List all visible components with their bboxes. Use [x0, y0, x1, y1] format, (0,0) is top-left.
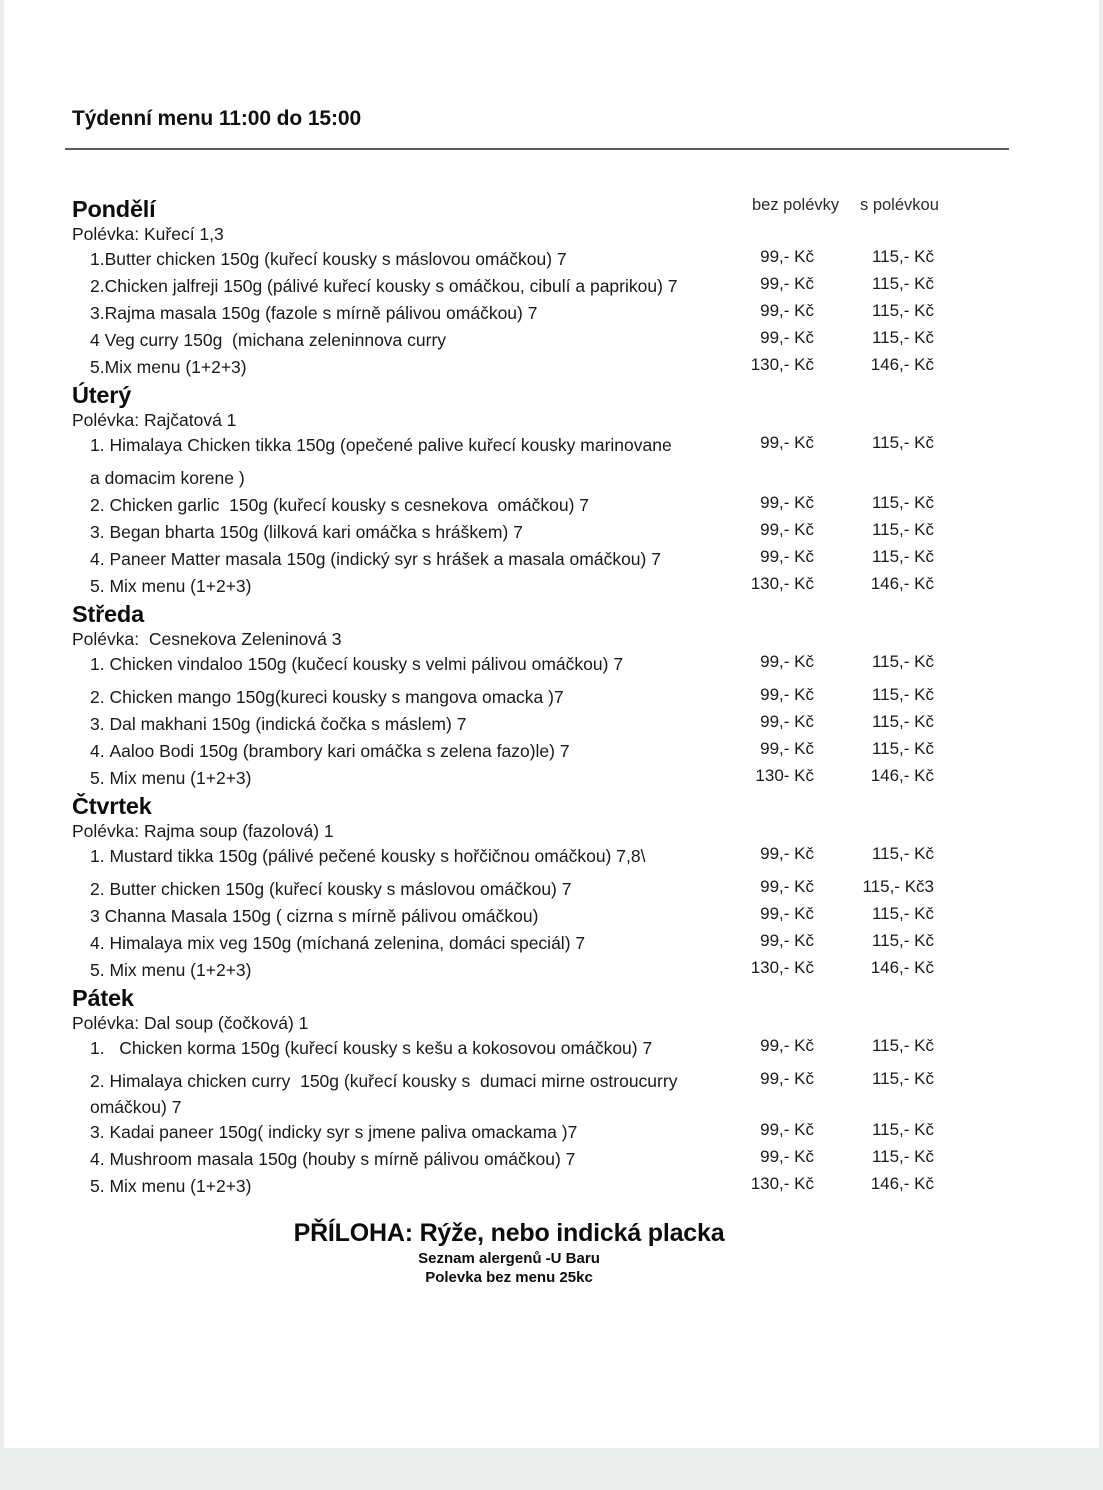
menu-item-description — [90, 520, 730, 546]
price-without-soup: 99,- Kč — [760, 739, 814, 758]
menu-item-description — [90, 574, 730, 600]
price-with-soup: 115,- Kč — [871, 301, 934, 320]
soup-of-the-day: Polévka: Dal soup (čočková) 1 — [72, 1013, 309, 1033]
price-without-soup: 99,- Kč — [760, 652, 814, 671]
column-header-without-soup: bez polévky — [752, 196, 840, 214]
price-with-soup: 115,- Kč — [871, 493, 934, 512]
days-container — [4, 196, 1099, 1201]
menu-item-row — [4, 712, 1099, 739]
menu-item-label: Channa Masala 150g ( cizrna s mírně pálivou omáčkou) — [104, 906, 539, 926]
menu-item-row — [4, 766, 1099, 793]
price-without-soup: 99,- Kč — [760, 274, 814, 293]
menu-item-label: Mix menu (1+2+3) — [109, 1176, 252, 1197]
menu-item-description — [90, 466, 730, 492]
menu-item-label: Dal makhani 150g (indická čočka s máslem) 7 — [109, 714, 467, 734]
menu-item-description — [90, 1069, 730, 1120]
day-section — [4, 985, 1099, 1201]
menu-item-description — [90, 1147, 730, 1173]
price-with-soup: 115,- Kč — [871, 931, 934, 950]
menu-item-number: 2. — [90, 687, 110, 707]
menu-item-number: 3. — [90, 1122, 110, 1143]
menu-item-number: 4. — [90, 1149, 110, 1170]
menu-item-label: Chicken jalfreji 150g (pálivé kuřecí kousky s omáčkou, cibulí a paprikou) 7 — [104, 276, 678, 296]
price-without-soup: 99,- Kč — [760, 247, 814, 266]
menu-item-row — [4, 574, 1099, 601]
menu-footer — [4, 1219, 1014, 1286]
menu-item-label: Began bharta 150g (lilková kari omáčka s hráškem) 7 — [109, 522, 523, 542]
menu-item-number: 1. — [90, 435, 110, 455]
menu-item-number: 4. — [90, 741, 110, 761]
price-without-soup: 99,- Kč — [760, 844, 814, 863]
price-with-soup: 115,- Kč — [871, 547, 934, 566]
menu-item-description — [90, 1120, 730, 1146]
price-without-soup: 130,- Kč — [750, 574, 814, 593]
menu-item-label: a domacim korene ) — [90, 468, 245, 488]
price-with-soup: 115,- Kč — [871, 1147, 934, 1167]
menu-item-description — [90, 1174, 730, 1200]
day-heading: Pátek — [72, 985, 134, 1011]
menu-item-description — [90, 844, 730, 870]
price-with-soup: 146,- Kč — [870, 574, 934, 593]
menu-item-number: 2. — [90, 1071, 110, 1091]
menu-item-number: 4. — [90, 549, 110, 569]
menu-item-row — [4, 1174, 1099, 1201]
menu-item-description — [90, 739, 730, 765]
menu-item-number: 1. — [90, 249, 105, 269]
menu-item-number: 4. — [90, 933, 110, 953]
price-with-soup: 115,- Kč — [871, 904, 934, 923]
day-heading: Čtvrtek — [72, 793, 152, 819]
day-heading: Pondělí — [72, 196, 156, 222]
price-without-soup: 99,- Kč — [760, 433, 814, 452]
menu-item-number: 3. — [90, 303, 105, 323]
price-without-soup: 99,- Kč — [760, 547, 814, 566]
menu-item-label: Himalaya Chicken tikka 150g (opečené palive kuřecí kousky marinovane — [109, 435, 672, 455]
menu-item-number: 1. — [90, 846, 110, 866]
menu-item-label: Butter chicken 150g (kuřecí kousky s máslovou omáčkou) 7 — [104, 249, 567, 269]
menu-item-row — [4, 1036, 1099, 1063]
title-divider — [65, 148, 1009, 150]
price-without-soup: 99,- Kč — [760, 904, 814, 923]
column-header-with-soup: s polévkou — [860, 196, 939, 214]
price-without-soup: 130,- Kč — [750, 958, 814, 977]
menu-item-row — [4, 520, 1099, 547]
price-without-soup: 99,- Kč — [760, 931, 814, 950]
menu-item-description — [90, 958, 730, 984]
menu-item-description — [90, 274, 730, 300]
footer-allergen-note: Seznam alergenů -U Baru — [418, 1250, 600, 1268]
menu-item-label: Mix menu (1+2+3) — [104, 357, 247, 377]
menu-item-row — [4, 355, 1099, 382]
page-title: Týdenní menu 11:00 do 15:00 — [72, 107, 362, 130]
price-with-soup: 115,- Kč — [871, 844, 934, 863]
menu-item-row — [4, 547, 1099, 574]
price-with-soup: 115,- Kč — [871, 739, 934, 758]
price-without-soup: 130- Kč — [755, 766, 814, 785]
menu-item-row — [4, 301, 1099, 328]
menu-item-number: 5. — [90, 1176, 110, 1197]
menu-item-description — [90, 1036, 730, 1062]
price-without-soup: 99,- Kč — [760, 328, 814, 347]
price-with-soup: 115,- Kč — [871, 712, 934, 731]
price-with-soup: 115,- Kč — [871, 1036, 934, 1055]
price-with-soup: 115,- Kč — [871, 433, 934, 452]
menu-item-row — [4, 1120, 1099, 1147]
price-without-soup: 99,- Kč — [760, 493, 814, 512]
price-with-soup: 115,- Kč — [871, 274, 934, 293]
menu-item-description — [90, 685, 730, 711]
menu-item-number: 2. — [90, 879, 110, 899]
menu-item-label: Mix menu (1+2+3) — [109, 576, 252, 596]
menu-item-label: Veg curry 150g (michana zeleninnova curry — [104, 330, 447, 350]
menu-item-number: 2. — [90, 276, 105, 296]
menu-item-label: Chicken mango 150g(kureci kousky s mangova omacka )7 — [109, 687, 564, 707]
menu-item-description — [90, 301, 730, 327]
menu-item-row — [4, 739, 1099, 766]
footer-side-dish-note: PŘÍLOHA: Rýže, nebo indická placka — [293, 1219, 725, 1248]
price-without-soup: 99,- Kč — [760, 1069, 814, 1088]
price-with-soup: 115,- Kč — [871, 328, 934, 347]
menu-item-label: Himalaya mix veg 150g (míchaná zelenina, domáci speciál) 7 — [109, 933, 586, 953]
price-with-soup: 146,- Kč — [870, 1174, 934, 1194]
menu-item-number: 5. — [90, 768, 110, 788]
menu-item-number: 5. — [90, 576, 110, 596]
price-with-soup: 115,- Kč — [871, 247, 934, 266]
day-section — [4, 601, 1099, 793]
price-without-soup: 99,- Kč — [760, 685, 814, 704]
price-with-soup: 115,- Kč3 — [862, 877, 934, 896]
menu-item-row — [4, 652, 1099, 679]
price-with-soup: 115,- Kč — [871, 1120, 934, 1140]
price-without-soup: 130,- Kč — [750, 1174, 814, 1194]
menu-item-number: 3. — [90, 714, 110, 734]
price-with-soup: 146,- Kč — [870, 766, 934, 785]
menu-item-number: 5. — [90, 960, 110, 980]
price-with-soup: 115,- Kč — [871, 685, 934, 704]
menu-item-number: 5. — [90, 357, 105, 377]
day-section — [4, 793, 1099, 985]
menu-item-description — [90, 355, 730, 381]
price-without-soup: 99,- Kč — [760, 1120, 814, 1140]
menu-item-label: Butter chicken 150g (kuřecí kousky s máslovou omáčkou) 7 — [109, 879, 572, 899]
menu-item-row — [4, 958, 1099, 985]
menu-item-label: Aaloo Bodi 150g (brambory kari omáčka s zelena fazo)le) 7 — [109, 741, 570, 761]
menu-item-description — [90, 652, 730, 678]
menu-item-number: 3. — [90, 522, 110, 542]
menu-item-row — [4, 328, 1099, 355]
menu-item-row — [4, 931, 1099, 958]
menu-item-label: Kadai paneer 150g( indicky syr s jmene paliva omackama )7 — [109, 1122, 578, 1143]
day-section — [4, 196, 1099, 382]
soup-of-the-day: Polévka: Kuřecí 1,3 — [72, 224, 224, 244]
menu-item-description — [90, 493, 730, 519]
soup-of-the-day: Polévka: Rajma soup (fazolová) 1 — [72, 821, 334, 841]
menu-item-row — [4, 685, 1099, 712]
menu-item-row — [4, 1147, 1099, 1174]
menu-item-number: 4 — [90, 330, 105, 350]
price-with-soup: 115,- Kč — [871, 652, 934, 671]
menu-item-row — [4, 433, 1099, 460]
menu-item-label: Mustard tikka 150g (pálivé pečené kousky s hořčičnou omáčkou) 7,8\ — [109, 846, 646, 866]
menu-item-row — [4, 466, 1099, 493]
menu-item-label: Chicken korma 150g (kuřecí kousky s kešu a kokosovou omáčkou) 7 — [114, 1038, 653, 1058]
menu-item-description — [90, 877, 730, 903]
menu-item-number: 1. — [90, 654, 110, 674]
menu-item-number: 2. — [90, 495, 110, 515]
price-without-soup: 99,- Kč — [760, 712, 814, 731]
menu-page — [4, 0, 1099, 1448]
day-section — [4, 382, 1099, 601]
menu-item-row — [4, 247, 1099, 274]
menu-item-label: Chicken vindaloo 150g (kučecí kousky s velmi pálivou omáčkou) 7 — [109, 654, 624, 674]
price-with-soup: 115,- Kč — [871, 1069, 934, 1088]
price-with-soup: 146,- Kč — [870, 355, 934, 374]
menu-item-label: Mushroom masala 150g (houby s mírně pálivou omáčkou) 7 — [109, 1149, 576, 1170]
price-without-soup: 99,- Kč — [760, 1147, 814, 1167]
menu-content — [4, 196, 1099, 1286]
menu-item-row — [4, 904, 1099, 931]
menu-item-number: 3 — [90, 906, 105, 926]
menu-item-label: Himalaya chicken curry 150g (kuřecí kousky s dumaci mirne ostroucurry omáčkou) 7 — [90, 1071, 683, 1117]
price-without-soup: 99,- Kč — [760, 877, 814, 896]
menu-item-row — [4, 274, 1099, 301]
price-without-soup: 130,- Kč — [750, 355, 814, 374]
menu-item-number: 1. — [90, 1038, 115, 1058]
menu-item-description — [90, 433, 730, 459]
price-without-soup: 99,- Kč — [760, 301, 814, 320]
menu-item-row — [4, 844, 1099, 871]
menu-item-row — [4, 877, 1099, 904]
day-heading: Úterý — [72, 382, 132, 408]
menu-item-label: Chicken garlic 150g (kuřecí kousky s cesnekova omáčkou) 7 — [109, 495, 589, 515]
price-with-soup: 115,- Kč — [871, 520, 934, 539]
menu-item-label: Mix menu (1+2+3) — [109, 960, 252, 980]
soup-of-the-day: Polévka: Cesnekova Zeleninová 3 — [72, 629, 342, 649]
menu-item-description — [90, 904, 730, 930]
menu-item-description — [90, 766, 730, 792]
price-without-soup: 99,- Kč — [760, 1036, 814, 1055]
menu-item-description — [90, 712, 730, 738]
menu-item-description — [90, 547, 730, 573]
menu-item-row — [4, 493, 1099, 520]
menu-item-description — [90, 931, 730, 957]
menu-item-label: Rajma masala 150g (fazole s mírně pálivou omáčkou) 7 — [104, 303, 538, 323]
menu-item-label: Paneer Matter masala 150g (indický syr s hrášek a masala omáčkou) 7 — [109, 549, 661, 569]
price-with-soup: 146,- Kč — [870, 958, 934, 977]
menu-item-description — [90, 328, 730, 354]
footer-soup-price-note: Polevka bez menu 25kc — [425, 1269, 593, 1287]
menu-item-row — [4, 1069, 1099, 1120]
price-without-soup: 99,- Kč — [760, 520, 814, 539]
menu-item-description — [90, 247, 730, 273]
soup-of-the-day: Polévka: Rajčatová 1 — [72, 410, 237, 430]
day-heading: Středa — [72, 601, 144, 627]
menu-item-label: Mix menu (1+2+3) — [109, 768, 252, 788]
